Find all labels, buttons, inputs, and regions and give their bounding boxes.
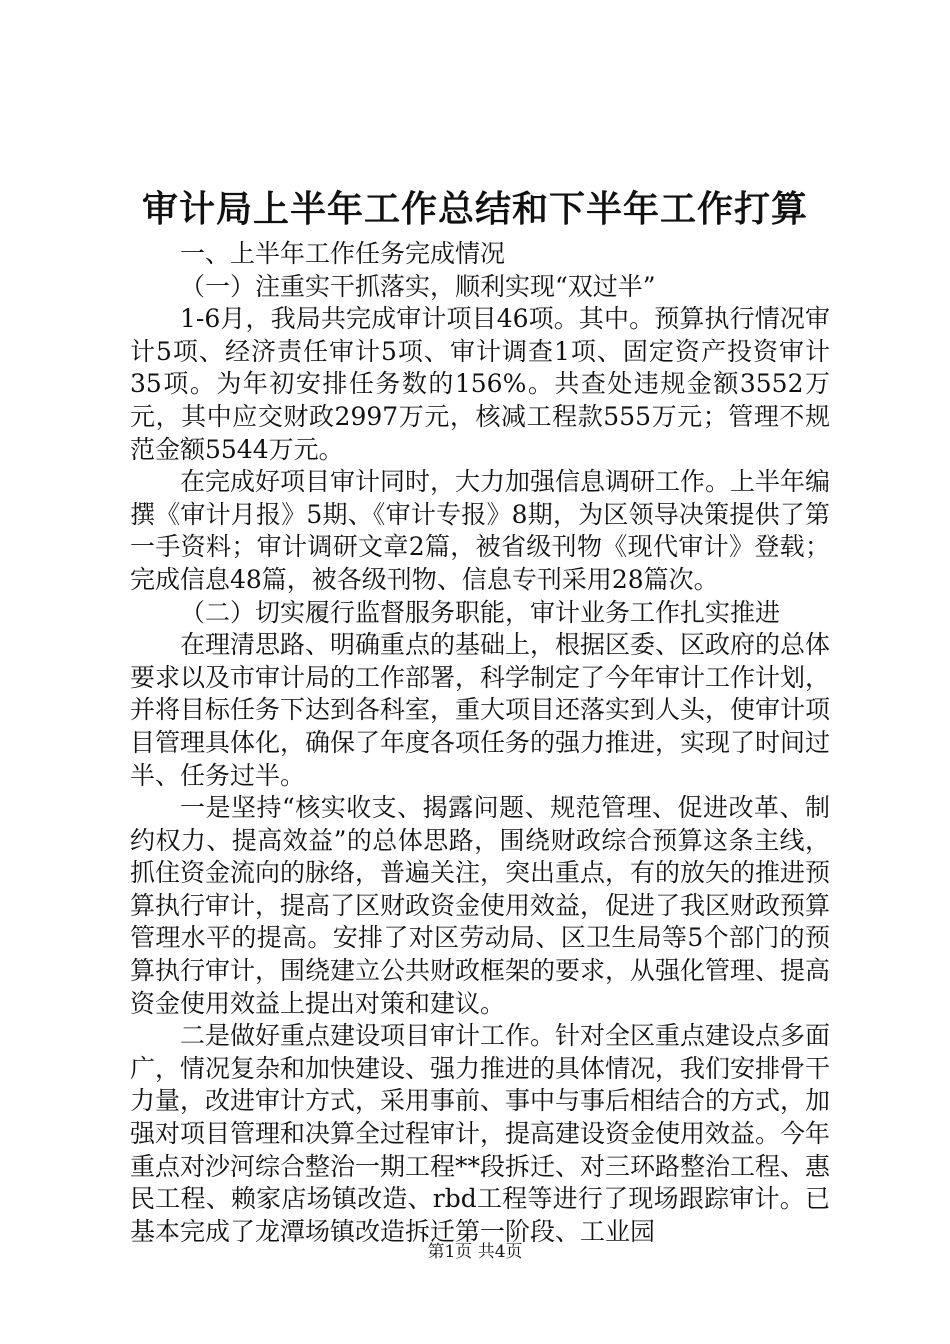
body-paragraph: 在理清思路、明确重点的基础上，根据区委、区政府的总体要求以及市审计局的工作部署，科学制定了今年审计工作计划，并将目标任务下达到各科室，重大项目还落实到人头，使审计项目管理具体化，确保了年度各项任务的强力推进，实现了时间过半、任务过半。 xyxy=(130,630,831,790)
page-footer: 第1页 共4页 xyxy=(427,1242,523,1262)
body-paragraph: 1-6月，我局共完成审计项目46项。其中。预算执行情况审计5项、经济责任审计5项、审计调查1项、固定资产投资审计35项。为年初安排任务数的156%。共查处违规金额3552万元，其中应交财政2997万元，核减工程款555万元；管理不规范金额5544万元。 xyxy=(130,304,830,464)
section-heading: 一、上半年工作任务完成情况 xyxy=(180,239,506,268)
document-body xyxy=(130,238,830,1248)
document-title: 审计局上半年工作总结和下半年工作打算 xyxy=(141,188,808,230)
subsection-heading: （二）切实履行监督服务职能，审计业务工作扎实推进 xyxy=(180,597,781,627)
body-paragraph: 一是坚持“核实收支、揭露问题、规范管理、促进改革、制约权力、提高效益”的总体思路，围绕财政综合预算这条主线，抓住资金流向的脉络，普遍关注，突出重点，有的放矢的推进预算执行审计，提高了区财政资金使用效益，促进了我区财政预算管理水平的提高。安排了对区劳动局、区卫生局等5个部门的预算执行审计，围绕建立公共财政框架的要求，从强化管理、提高资金使用效益上提出对策和建议。 xyxy=(130,793,831,1018)
subsection-heading: （一）注重实干抓落实，顺利实现“双过半” xyxy=(180,271,656,301)
body-paragraph: 二是做好重点建设项目审计工作。针对全区重点建设点多面广，情况复杂和加快建设、强力推进的具体情况，我们安排骨干力量，改进审计方式，采用事前、事中与事后相结合的方式，加强对项目管理和决算全过程审计，提高建设资金使用效益。今年重点对沙河综合整治一期工程**段拆迁、对三环路整治工程、惠民工程、赖家店场镇改造、rbd工程等进行了现场跟踪审计。已基本完成了龙潭场镇改造拆迁第一阶段、工业园 xyxy=(130,1021,831,1246)
body-paragraph: 在完成好项目审计同时，大力加强信息调研工作。上半年编撰《审计月报》5期、《审计专报》8期，为区领导决策提供了第一手资料；审计调研文章2篇，被省级刊物《现代审计》登载；完成信息48篇，被各级刊物、信息专刊采用28篇次。 xyxy=(130,467,831,594)
